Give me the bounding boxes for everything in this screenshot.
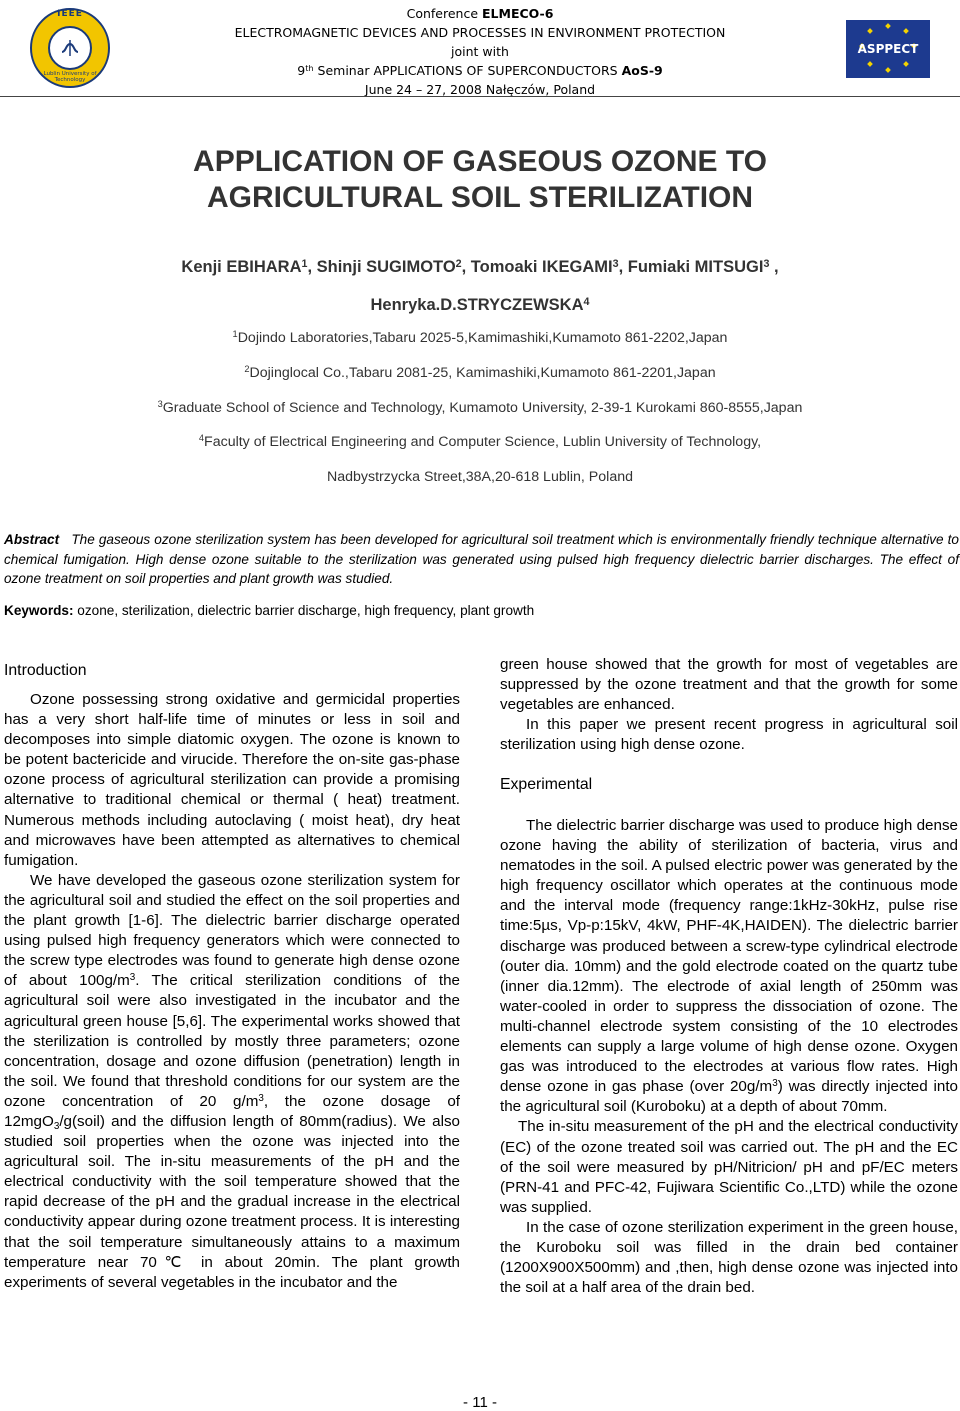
eu-star-icon	[885, 23, 891, 29]
page-number: - 11 -	[463, 1394, 497, 1411]
eu-star-icon	[903, 61, 909, 67]
experimental-paragraph-3: In the case of ozone sterilization experiment in the green house, the Kuroboku soil was filled in the drain bed container (1200X900X500mm) and ,then, high dense ozone was injected into the soil at a half area of the drain bed.	[500, 1218, 958, 1297]
ieee-logo	[30, 8, 110, 88]
ieee-logo-text: IEEE	[57, 9, 83, 19]
eu-star-icon	[867, 61, 873, 67]
affiliation-2: $^2$Dojinglocal Co.,Tabaru 2081-25, Kamimashiki,Kumamoto 861-2201,Japan	[244, 364, 716, 381]
header-divider	[0, 96, 960, 97]
abstract-label: Abstract	[4, 532, 60, 547]
eu-star-icon	[903, 28, 909, 34]
aspect-logo-text: ASPPECT	[857, 42, 919, 56]
experimental-paragraph-1: The dielectric barrier discharge was used to produce high dense ozone having the ability of sterilization of bacteria, virus and nematodes in the soil. A pulsed electric power was generated by the high frequency oscillator which operates at the continuous mode and the interval mode (frequency range:1kHz-30kHz, pulse rise time:5µs, Vp-p:15kV, 4kW, PHF-4K,HAIDEN). The dielectric barrier discharge was produced between a screw-type cylindrical electrode (outer dia. 10mm) and the gold electrode coated on the quartz tube (inner dia.12mm). The electrode of axial length of 250mm was water-cooled in order to suppress the dissociation of ozone. The multi-channel electrode system consisting of the 10 electrodes elements can supply a large volume of high dense ozone. Oxygen gas was introduced to the electrodes at various flow rates. High dense ozone in gas phase (over $20g/m^3$) was directly injected into the agricultural soil (Kuroboku) at a depth of about 70mm.	[500, 817, 959, 1116]
keywords-text: ozone, sterilization, dielectric barrier discharge, high frequency, plant growth	[73, 603, 535, 618]
section-heading-introduction: Introduction	[4, 662, 87, 679]
affiliation-4: $^4$Faculty of Electrical Engineering and Computer Science, Lublin University of Technology,	[198, 433, 762, 450]
conference-date-location: June 24 – 27, 2008 Nałęczów, Poland	[364, 82, 596, 97]
keywords	[4, 601, 959, 620]
right-column-experimental	[500, 816, 958, 1298]
abstract-text: The gaseous ozone sterilization system has been developed for agricultural soil treatment which is environmentally friendly technique alternative to chemical fumigation. High dense ozone suitable to the sterilization was generated using pulsed high frequency dielectric barrier discharges. The effect of ozone treatment on soil properties and plant growth was studied.	[4, 532, 959, 586]
intro-paragraph-2: We have developed the gaseous ozone sterilization system for the agricultural soil and studied the effect on the soil properties and the plant growth [1-6]. The dielectric barrier discharge operated using pulsed high frequency generators which were connected to the screw type electrodes was found to generate high dense ozone of about $100g/m^3$. The critical sterilization conditions of the agricultural soil were also investigated in the incubator and the agricultural green house [5,6]. The experimental works showed that the sterilization is controlled by mostly three parameters; ozone concentration, dosage and ozone diffusion (penetration) length in the soil. We found that threshold conditions for our system are the ozone concentration of 20 $g/m^3$, the ozone dosage of 12mgO$_3$/g(soil) and the diffusion length of 80mm(radius). We also studied soil properties when the ozone was injected into the agricultural soil. The in-situ measurements of the pH and the electrical conductivity with the soil temperature showed that the rapid decrease of the pH and the gradual increase in the electrical conductivity appear during ozone treatment process. It is interesting that the soil temperature simultaneously attains to a maximum temperature near 70℃ in about 20min. The plant growth experiments of several vegetables in the incubator and the	[4, 871, 460, 1291]
intro-paragraph-3: In this paper we present recent progress in agricultural soil sterilization using high dense ozone.	[500, 716, 958, 754]
author-list: Kenji EBIHARA$^1$, Shinji SUGIMOTO$^2$, Tomoaki IKEGAMI$^3$, Fumiaki MITSUGI$^3$ ,	[181, 257, 779, 276]
paper-title: APPLICATION OF GASEOUS OZONE TO AGRICULTURAL SOIL STERILIZATION	[193, 145, 767, 214]
aspect-logo	[846, 20, 930, 78]
experimental-paragraph-2: The in-situ measurement of the pH and the electrical conductivity (EC) of the ozone treated soil was carried out. The pH and the EC of the soil were measured by pH/Nitricion/ pH and pF/EC meters (PRN-41 and PFC-42, Fujiwara Scientific Co.,LTD) while the ozone was supplied.	[500, 1118, 958, 1216]
joint-with-text: joint with	[451, 44, 509, 59]
eu-star-icon	[885, 67, 891, 73]
conference-header	[180, 4, 780, 99]
section-heading-experimental: Experimental	[500, 776, 593, 793]
intro-paragraph-1: Ozone possessing strong oxidative and germicidal properties has a very short half-life time of minutes or less in soil and decomposes into simple diatomic oxygen. The ozone is known to be potent bactericide and virucide. Therefore the on-site gas-phase ozone process of agricultural sterilization can provide a promising alternative to traditional chemical or thermal ( heat) treatment. Numerous methods including autoclaving ( moist heat), dry heat and microwaves have been attempted as alternatives to chemical fumigation.	[4, 691, 460, 869]
intro-continued-paragraph: green house showed that the growth for most of vegetables are suppressed by the ozone treatment and that the growth for some vegetables are enhanced.	[500, 656, 958, 714]
superconductor-symbol-icon	[60, 38, 80, 58]
keywords-label: Keywords:	[4, 603, 74, 618]
ieee-logo-subtext: Lublin University of Technology	[43, 71, 97, 83]
affiliation-3: $^3$Graduate School of Science and Technology, Kumamoto University, 2-39-1 Kurokami 860-8555,Japan	[157, 399, 803, 416]
affiliation-4-address: Nadbystrzycka Street,38A,20-618 Lublin, Poland	[326, 469, 633, 485]
abstract	[4, 530, 959, 589]
seminar-name: 9th Seminar APPLICATIONS OF SUPERCONDUCTORS AoS-9	[297, 62, 663, 78]
affiliation-1: $^1$Dojindo Laboratories,Tabaru 2025-5,Kamimashiki,Kumamoto 861-2202,Japan	[232, 329, 728, 346]
eu-star-icon	[867, 28, 873, 34]
left-column	[4, 690, 460, 1293]
conference-subtitle: ELECTROMAGNETIC DEVICES AND PROCESSES IN ENVIRONMENT PROTECTION	[234, 25, 726, 40]
author-list-line2: Henryka.D.STRYCZEWSKA$^4$	[370, 295, 590, 314]
ieee-logo-center	[48, 26, 92, 70]
conference-name: Conference ELMECO-6	[406, 6, 554, 21]
right-column-top	[500, 655, 958, 755]
